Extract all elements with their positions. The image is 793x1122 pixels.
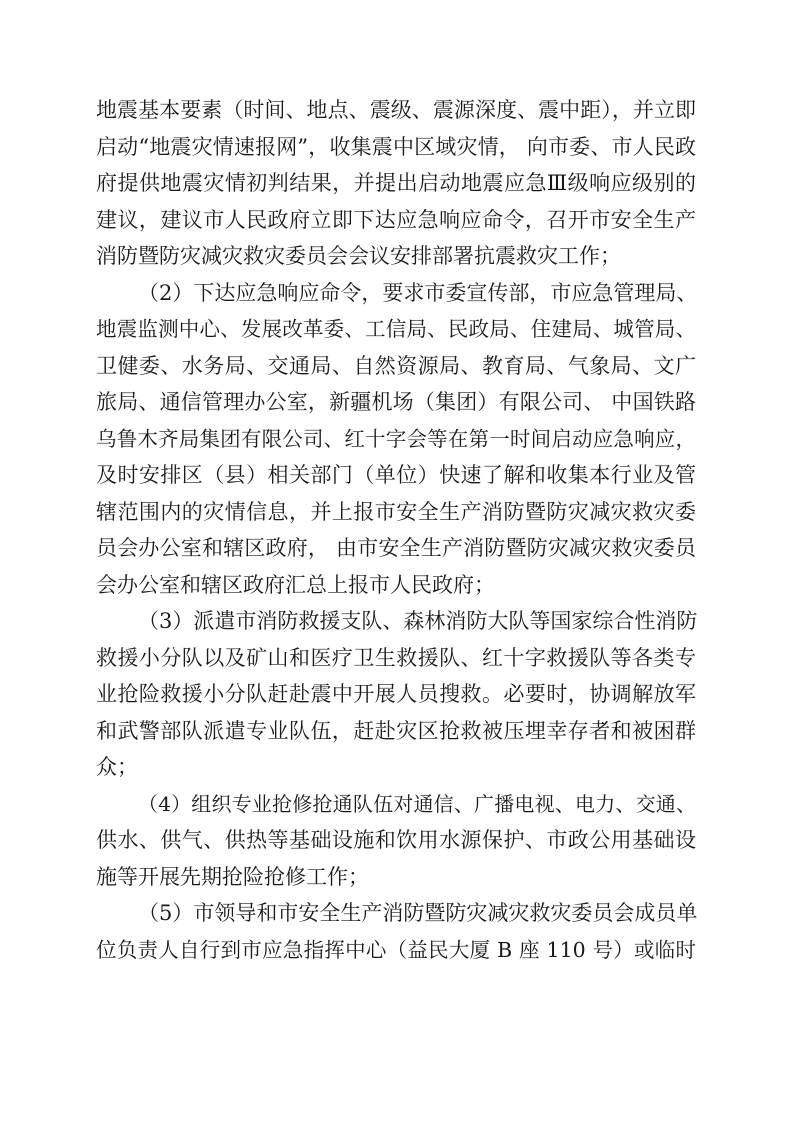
text-line: 府提供地震灾情初判结果，并提出启动地震应急Ⅲ级响应级别的: [96, 171, 696, 195]
text-line: 员会办公室和辖区政府， 由市安全生产消防暨防灾减灾救灾委员: [96, 536, 696, 560]
text-line: 辖范围内的灾情信息，并上报市安全生产消防暨防灾减灾救灾委: [96, 499, 696, 524]
text-line: （3）派遣市消防救援支队、森林消防大队等国家综合性消防: [138, 609, 698, 633]
paragraph-1: [96, 92, 696, 275]
text-line: 救援小分队以及矿山和医疗卫生救援队、红十字救援队等各类专: [96, 645, 696, 670]
text-line: 会办公室和辖区政府汇总上报市人民政府；: [96, 572, 495, 597]
text-line: 和武警部队派遣专业队伍，赶赴灾区抢救被压埋幸存者和被困群: [96, 718, 696, 743]
text-line: 建议，建议市人民政府立即下达应急响应命令，召开市安全生产: [96, 207, 696, 232]
text-line: （4）组织专业抢修抢通队伍对通信、广播电视、电力、交通、: [138, 791, 696, 816]
paragraph-4: [96, 786, 696, 896]
document-body: [96, 92, 696, 968]
text-line: 及时安排区（县）相关部门（单位）快速了解和收集本行业及管: [96, 463, 696, 487]
text-line: 众；: [96, 755, 138, 779]
text-line: 位负责人自行到市应急指挥中心（益民大厦 B 座 110 号）或临时: [96, 937, 696, 962]
text-line: （2）下达应急响应命令，要求市委宣传部，市应急管理局、: [138, 280, 698, 305]
text-line: 供水、供气、供热等基础设施和饮用水源保护、市政公用基础设: [96, 828, 696, 852]
text-line: （5）市领导和市安全生产消防暨防灾减灾救灾委员会成员单: [138, 901, 698, 925]
text-line: 旅局、通信管理办公室，新疆机场（集团）有限公司、 中国铁路: [96, 390, 696, 414]
text-line: 施等开展先期抢险抢修工作；: [96, 864, 369, 889]
paragraph-5: [96, 895, 696, 968]
text-line: 业抢险救援小分队赶赴震中开展人员搜救。必要时，协调解放军: [96, 682, 696, 706]
text-line: 地震监测中心、发展改革委、工信局、民政局、住建局、城管局、: [96, 317, 696, 341]
text-line: 启动“地震灾情速报网”，收集震中区域灾情， 向市委、市人民政: [96, 134, 696, 159]
paragraph-3: [96, 603, 696, 786]
paragraph-2: [96, 275, 696, 604]
text-line: 消防暨防灾减灾救灾委员会会议安排部署抗震救灾工作；: [96, 244, 621, 268]
text-line: 卫健委、水务局、交通局、自然资源局、教育局、气象局、文广: [96, 353, 696, 378]
text-line: 乌鲁木齐局集团有限公司、红十字会等在第一时间启动应急响应，: [96, 426, 696, 451]
text-line: 地震基本要素（时间、地点、震级、震源深度、震中距），并立即: [96, 98, 696, 122]
